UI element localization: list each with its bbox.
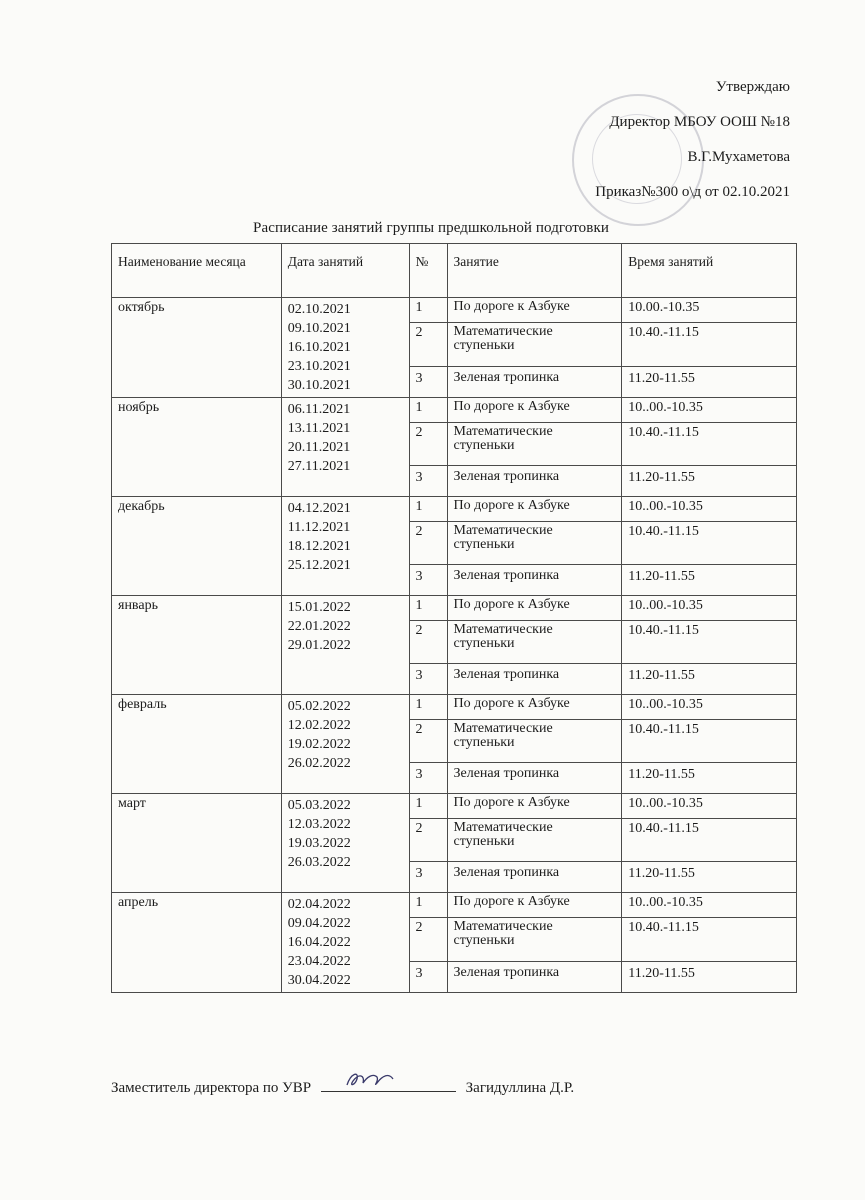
lesson-time: 10..00.-10.35: [622, 398, 797, 423]
table-row: [112, 794, 797, 819]
lesson-time: 10.40.-11.15: [622, 918, 797, 961]
dates-cell: [281, 497, 409, 596]
lesson-number: 2: [409, 720, 447, 763]
lesson-name: По дороге к Азбуке: [447, 695, 622, 720]
lesson-date: 05.02.2022: [287, 699, 351, 714]
lesson-time: 10.40.-11.15: [622, 621, 797, 664]
lesson-name: Математические ступеньки: [447, 819, 622, 862]
lesson-date: 19.02.2022: [287, 737, 351, 752]
lesson-name: Зеленая тропинка: [447, 961, 622, 992]
table-row: [112, 695, 797, 720]
lesson-number: 3: [409, 664, 447, 695]
lesson-number: 3: [409, 763, 447, 794]
lesson-time: 10.40.-11.15: [622, 720, 797, 763]
lesson-date: 26.03.2022: [287, 855, 351, 870]
lesson-name: По дороге к Азбуке: [447, 398, 622, 423]
header-lesson: Занятие: [447, 244, 622, 298]
lesson-name: По дороге к Азбуке: [447, 596, 622, 621]
deputy-name: Загидуллина Д.Р.: [465, 1080, 575, 1096]
lesson-date: 30.04.2022: [287, 973, 351, 988]
dates-cell: [281, 695, 409, 794]
director-name: В.Г.Мухаметова: [687, 149, 790, 165]
lesson-date: 23.04.2022: [287, 954, 351, 969]
lesson-date: 12.03.2022: [287, 817, 351, 832]
lesson-number: 1: [409, 596, 447, 621]
lesson-number: 1: [409, 794, 447, 819]
lesson-time: 11.20-11.55: [622, 565, 797, 596]
lesson-date: 18.12.2021: [287, 539, 351, 554]
lesson-date: 13.11.2021: [287, 421, 351, 436]
lesson-date: 26.02.2022: [287, 756, 351, 771]
signature-line: [321, 1077, 456, 1092]
lesson-time: 10..00.-10.35: [622, 695, 797, 720]
lesson-time: 10..00.-10.35: [622, 794, 797, 819]
lesson-name: Зеленая тропинка: [447, 466, 622, 497]
lesson-number: 1: [409, 695, 447, 720]
lesson-date: 09.10.2021: [287, 321, 351, 336]
lesson-date: 25.12.2021: [287, 558, 351, 573]
lesson-time: 10.40.-11.15: [622, 323, 797, 366]
deputy-position: Заместитель директора по УВР: [111, 1080, 312, 1096]
lesson-time: 11.20-11.55: [622, 664, 797, 695]
month-cell: январь: [112, 596, 282, 695]
lesson-name: Математические ступеньки: [447, 423, 622, 466]
lesson-name: Зеленая тропинка: [447, 763, 622, 794]
lesson-number: 3: [409, 366, 447, 397]
lesson-number: 1: [409, 497, 447, 522]
lesson-time: 10.40.-11.15: [622, 522, 797, 565]
lesson-time: 10.40.-11.15: [622, 819, 797, 862]
lesson-date: 27.11.2021: [287, 459, 351, 474]
lesson-number: 2: [409, 819, 447, 862]
schedule-body: [112, 298, 797, 993]
lesson-number: 3: [409, 961, 447, 992]
header-month: Наименование месяца: [112, 244, 282, 298]
lesson-time: 11.20-11.55: [622, 366, 797, 397]
dates-cell: [281, 398, 409, 497]
lesson-date: 30.10.2021: [287, 378, 351, 393]
document-title: Расписание занятий группы предшкольной подготовки: [253, 220, 609, 236]
header-date: Дата занятий: [281, 244, 409, 298]
lesson-number: 3: [409, 565, 447, 596]
lesson-time: 10.00.-10.35: [622, 298, 797, 323]
schedule-table: [111, 243, 797, 993]
lesson-date: 02.10.2021: [287, 302, 351, 317]
lesson-time: 10.40.-11.15: [622, 423, 797, 466]
dates-cell: [281, 893, 409, 993]
lesson-name: Математические ступеньки: [447, 522, 622, 565]
lesson-name: Математические ступеньки: [447, 621, 622, 664]
order-reference: Приказ№300 о\д от 02.10.2021: [595, 184, 790, 200]
lesson-name: Зеленая тропинка: [447, 366, 622, 397]
lesson-date: 16.10.2021: [287, 340, 351, 355]
table-row: [112, 298, 797, 323]
lesson-date: 09.04.2022: [287, 916, 351, 931]
lesson-number: 2: [409, 522, 447, 565]
lesson-date: 02.04.2022: [287, 897, 351, 912]
lesson-date: 15.01.2022: [287, 600, 351, 615]
lesson-number: 3: [409, 862, 447, 893]
lesson-time: 11.20-11.55: [622, 862, 797, 893]
lesson-name: По дороге к Азбуке: [447, 497, 622, 522]
approve-label: Утверждаю: [715, 79, 790, 95]
lesson-number: 1: [409, 398, 447, 423]
table-row: [112, 497, 797, 522]
approval-block: [595, 78, 790, 218]
lesson-number: 1: [409, 298, 447, 323]
lesson-date: 16.04.2022: [287, 935, 351, 950]
month-cell: март: [112, 794, 282, 893]
lesson-name: По дороге к Азбуке: [447, 298, 622, 323]
lesson-name: Зеленая тропинка: [447, 565, 622, 596]
lesson-time: 11.20-11.55: [622, 961, 797, 992]
lesson-time: 10..00.-10.35: [622, 497, 797, 522]
month-cell: апрель: [112, 893, 282, 993]
lesson-date: 12.02.2022: [287, 718, 351, 733]
lesson-date: 20.11.2021: [287, 440, 351, 455]
lesson-number: 2: [409, 323, 447, 366]
month-cell: февраль: [112, 695, 282, 794]
header-number: №: [409, 244, 447, 298]
director-position: Директор МБОУ ООШ №18: [609, 114, 790, 130]
lesson-name: Математические ступеньки: [447, 918, 622, 961]
lesson-date: 22.01.2022: [287, 619, 351, 634]
dates-cell: [281, 596, 409, 695]
lesson-date: 05.03.2022: [287, 798, 351, 813]
dates-cell: [281, 794, 409, 893]
lesson-number: 2: [409, 918, 447, 961]
month-cell: декабрь: [112, 497, 282, 596]
lesson-date: 19.03.2022: [287, 836, 351, 851]
month-cell: ноябрь: [112, 398, 282, 497]
lesson-date: 29.01.2022: [287, 638, 351, 653]
lesson-number: 1: [409, 893, 447, 918]
table-row: [112, 398, 797, 423]
lesson-number: 3: [409, 466, 447, 497]
lesson-date: 06.11.2021: [287, 402, 351, 417]
lesson-date: 04.12.2021: [287, 501, 351, 516]
lesson-time: 11.20-11.55: [622, 466, 797, 497]
lesson-name: Математические ступеньки: [447, 720, 622, 763]
signature-footer: [111, 1077, 574, 1097]
lesson-name: По дороге к Азбуке: [447, 893, 622, 918]
handwritten-signature: [343, 1067, 403, 1093]
lesson-name: По дороге к Азбуке: [447, 794, 622, 819]
table-row: [112, 596, 797, 621]
lesson-time: 10..00.-10.35: [622, 893, 797, 918]
header-time: Время занятий: [622, 244, 797, 298]
table-row: [112, 893, 797, 918]
lesson-number: 2: [409, 621, 447, 664]
lesson-number: 2: [409, 423, 447, 466]
lesson-time: 10..00.-10.35: [622, 596, 797, 621]
lesson-name: Зеленая тропинка: [447, 664, 622, 695]
dates-cell: [281, 298, 409, 398]
lesson-name: Зеленая тропинка: [447, 862, 622, 893]
table-header-row: [112, 244, 797, 298]
lesson-time: 11.20-11.55: [622, 763, 797, 794]
month-cell: октябрь: [112, 298, 282, 398]
lesson-name: Математические ступеньки: [447, 323, 622, 366]
lesson-date: 11.12.2021: [287, 520, 351, 535]
lesson-date: 23.10.2021: [287, 359, 351, 374]
